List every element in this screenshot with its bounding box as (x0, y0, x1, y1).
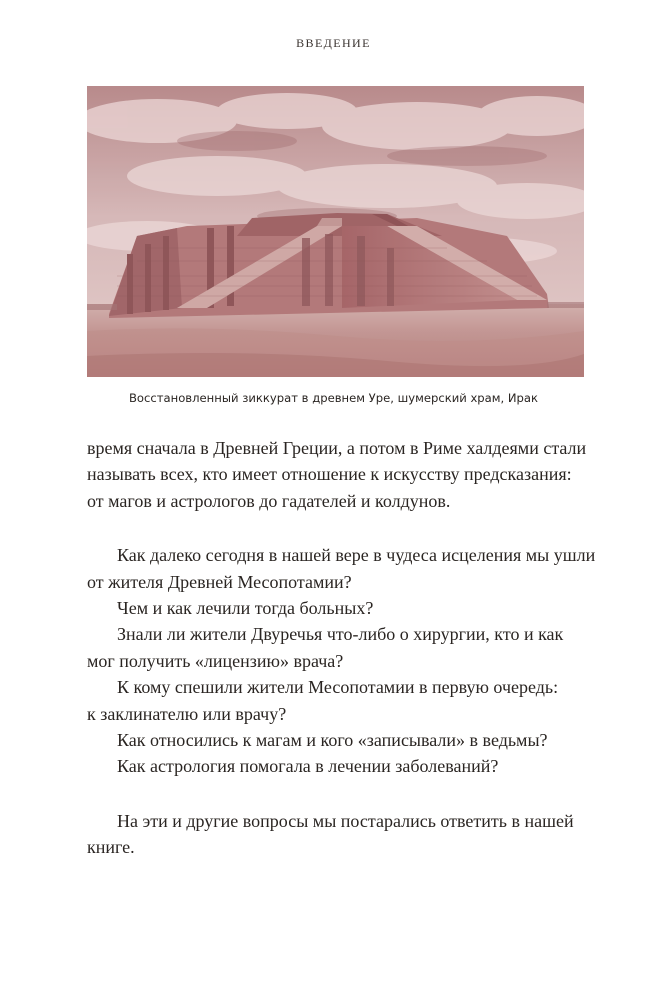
question-line: Как относились к магам и кого «записывали» в ведьмы? (117, 730, 548, 751)
question-line: к заклинателю или врачу? (87, 703, 287, 724)
body-text (87, 435, 596, 861)
paragraph-line: время сначала в Древней Греции, а потом в Риме халдеями стали (87, 438, 587, 458)
paragraph-line: На эти и другие вопросы мы постарались ответить в нашей (117, 810, 574, 831)
paragraph-line: от магов и астрологов до гадателей и колдунов. (87, 490, 451, 511)
paragraph-line: называть всех, кто имеет отношение к искусству предсказания: (87, 464, 572, 485)
question-line: Как далеко сегодня в нашей вере в чудеса исцеления мы ушли (117, 545, 596, 566)
ziggurat-photo (87, 86, 584, 377)
question-line: Чем и как лечили тогда больных? (117, 598, 374, 619)
figure-caption: Восстановленный зиккурат в древнем Уре, шумерский храм, Ирак (128, 391, 539, 405)
running-head: ВВЕДЕНИЕ (296, 36, 371, 50)
question-line: Как астрология помогала в лечении заболеваний? (117, 756, 499, 777)
question-line: К кому спешили жители Месопотамии в первую очередь: (117, 677, 559, 698)
paragraph-gap (87, 780, 589, 808)
question-line: мог получить «лицензию» врача? (87, 650, 344, 671)
paragraph-gap (87, 514, 589, 542)
question-line: от жителя Древней Месопотамии? (87, 571, 352, 592)
question-line: Знали ли жители Двуречья что-либо о хирургии, кто и как (117, 624, 564, 645)
paragraph-line: книге. (87, 837, 135, 858)
